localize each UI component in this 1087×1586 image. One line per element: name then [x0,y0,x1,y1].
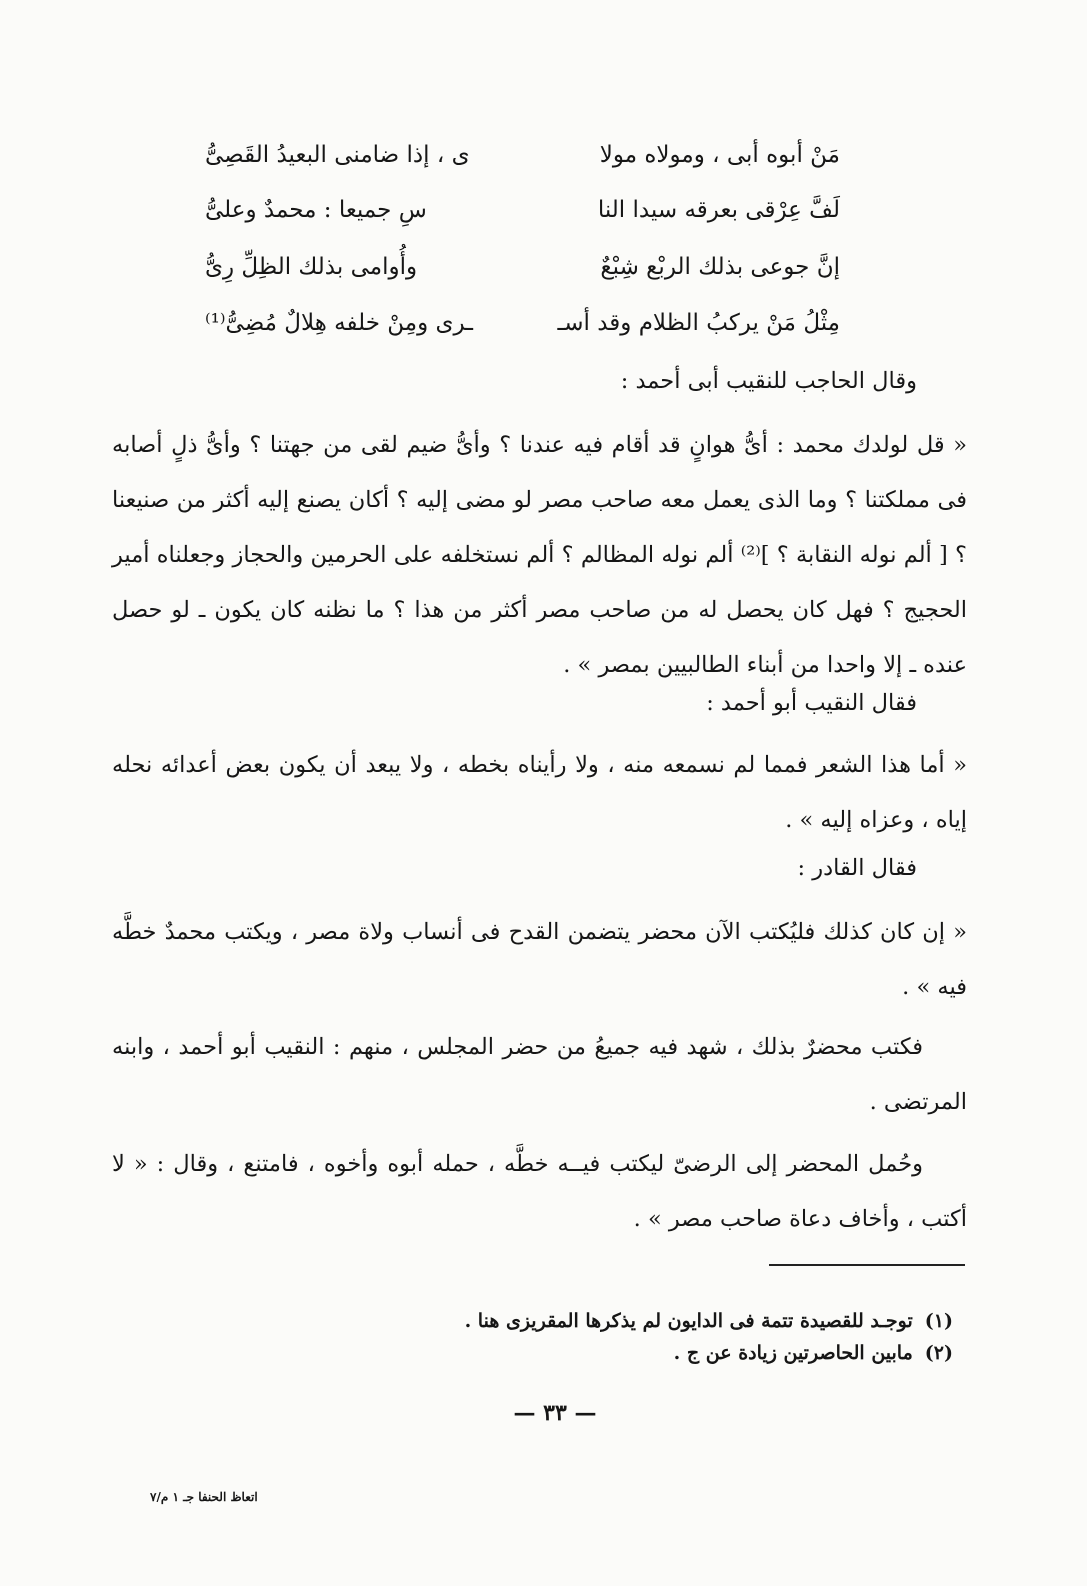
paragraph-qadir-speech: « إن كان كذلك فليُكتب الآن محضر يتضمن القدح فى أنساب ولاة مصر ، ويكتب محمدٌ خطَّه فيه » . [112,919,967,1000]
hemistich-right: مِثْلُ مَنْ يركبُ الظلام وقد أسـ [557,310,840,336]
paragraph-radi-refusal: وحُمل المحضر إلى الرضىّ ليكتب فيــه خطَّه ، حمله أبوه وأخوه ، فامتنع ، وقال : « لا أكتب ، وأخاف دعاة صاحب مصر » . [112,1151,967,1232]
hemistich-right: مَنْ أبوه أبى ، ومولاه مولا [599,142,840,168]
heading-naqib: فقال النقيب أبو أحمد : [706,690,917,716]
footnote-number: (١) [924,1310,953,1332]
hemistich-left: سِ جميعا : محمدٌ وعلىُّ [205,197,427,223]
heading-hajib: وقال الحاجب للنقيب أبى أحمد : [620,368,917,394]
hemistich-left: وأُوامى بذلك الظِلِّ رِىُّ [205,254,418,280]
hemistich-right: إنَّ جوعى بذلك الربْع شِبْعٌ [600,254,840,280]
paragraph-hajib-speech: « قل لولدك محمد : أىُّ هوانٍ قد أقام فيه عندنا ؟ وأىُّ ضيم لقى من جهتنا ؟ وأىُّ ذلٍ أصابه فى مملكتنا ؟ وما الذى يعمل معه صاحب مصر لو مضى إليه ؟ أكان يصنع إليه أكثر من صنيعنا ؟ [ ألم نوله النقابة ؟ ]⁽²⁾ ألم نوله المظالم ؟ ألم نستخلفه على الحرمين والحجاز وجعلناه أمير الحجيج ؟ فهل كان يحصل له من صاحب مصر أكثر من هذا ؟ ما نظنه كان يكون ـ لو حصل عنده ـ إلا واحدا من أبناء الطالبيين بمصر » . [112,432,967,678]
footnote-number: (٢) [924,1342,953,1364]
footnote-text: مابين الحاصرتين زيادة عن ج . [673,1342,913,1364]
hemistich-left: ـرى ومِنْ خلفه هِلالٌ مُضِىُّ⁽¹⁾ [205,310,473,336]
page-number: — ٣٣ — [513,1400,597,1426]
hemistich-right: لَفَّ عِرْقى بعرقه سيدا النا [597,197,840,223]
heading-qadir: فقال القادر : [797,855,917,881]
footnote-divider [769,1264,965,1266]
hemistich-left: ى ، إذا ضامنى البعيدُ القَصِىُّ [205,142,470,168]
paragraph-naqib-speech: « أما هذا الشعر فمما لم نسمعه منه ، ولا رأيناه بخطه ، ولا يبعد أن يكون بعض أعدائه نحله إياه ، وعزاه إليه » . [112,752,967,833]
paragraph-mahdar: فكتب محضرٌ بذلك ، شهد فيه جميعُ من حضر المجلس ، منهم : النقيب أبو أحمد ، وابنه المرتضى . [112,1034,967,1115]
footnote-1 [465,1310,953,1332]
footnote-text: توجـد للقصيدة تتمة فى الدايون لم يذكرها المقريزى هنا . [464,1310,913,1332]
printer-signature: اتعاظ الحنفا جـ ١ م/٧ [150,1490,258,1504]
footnote-2 [674,1342,953,1364]
